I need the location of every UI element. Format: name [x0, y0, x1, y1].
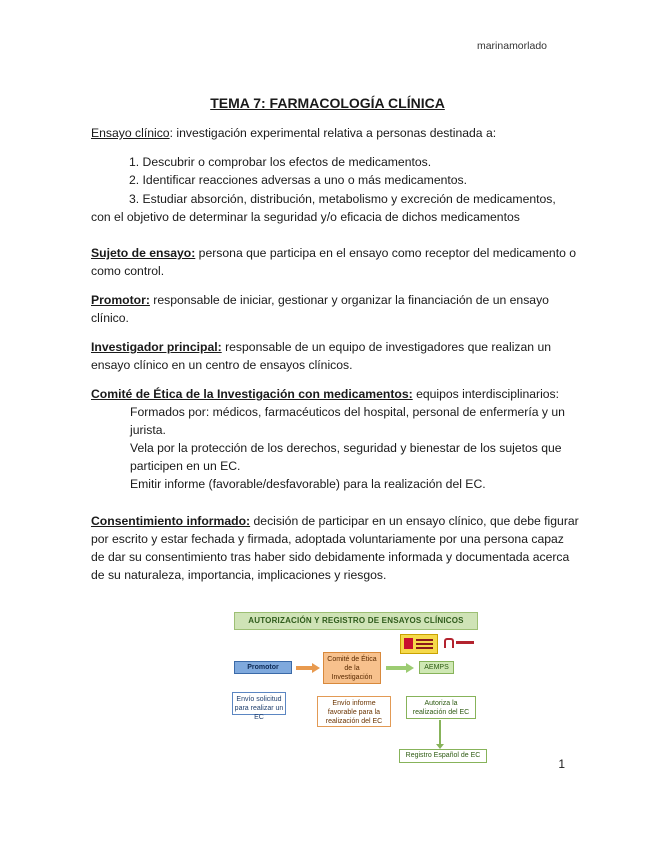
consentimiento-line: por escrito y estar fechada y firmada, adoptada voluntariamente por una persona capaz: [91, 532, 564, 546]
consentimiento-line: de dar su consentimiento tras haber sido debidamente informada y documentada acerca: [91, 550, 570, 564]
promotor-definition: [91, 293, 549, 307]
sujeto-text: persona que participa en el ensayo como receptor del medicamento o: [195, 246, 577, 260]
arrow-icon: [386, 665, 414, 671]
connector-line: [439, 720, 441, 745]
envio-solicitud-box: Envío solicitud para realizar un EC: [232, 692, 286, 715]
ensayo-term: Ensayo clínico: [91, 126, 170, 140]
list-item: 1. Descubrir o comprobar los efectos de medicamentos.: [129, 155, 432, 169]
consentimiento-definition: [91, 514, 579, 528]
ensayos-diagram: [226, 604, 494, 770]
investigador-text-cont: ensayo clínico en un centro de ensayos clínicos.: [91, 358, 353, 372]
aemps-logo: [444, 636, 476, 650]
sujeto-text-cont: como control.: [91, 264, 165, 278]
comite-line: participen en un EC.: [130, 459, 241, 473]
promotor-text: responsable de iniciar, gestionar y organizar la financiación de un ensayo: [149, 293, 549, 307]
registro-box: Registro Español de EC: [399, 749, 487, 763]
comite-line: jurista.: [130, 423, 166, 437]
comite-line: Formados por: médicos, farmacéuticos del hospital, personal de enfermería y un: [130, 405, 565, 419]
consentimiento-term: Consentimiento informado:: [91, 514, 251, 528]
comite-term: Comité de Ética de la Investigación con medicamentos:: [91, 387, 413, 401]
consentimiento-line: de su naturaleza, importancia, implicaciones y riesgos.: [91, 568, 387, 582]
consentimiento-text: decisión de participar en un ensayo clínico, que debe figurar: [250, 514, 579, 528]
sujeto-definition: [91, 246, 576, 260]
sujeto-term: Sujeto de ensayo:: [91, 246, 196, 260]
list-item-continuation: con el objetivo de determinar la seguridad y/o eficacia de dichos medicamentos: [91, 210, 520, 224]
comite-definition: [91, 387, 559, 401]
ensayo-definition: [91, 126, 496, 140]
comite-box: Comité de Ética de la Investigación: [323, 652, 381, 684]
autoriza-box: Autoriza la realización del EC: [406, 696, 476, 719]
comite-line: Vela por la protección de los derechos, seguridad y bienestar de los sujetos que: [130, 441, 562, 455]
ministerio-logo: [400, 634, 438, 654]
list-item: 3. Estudiar absorción, distribución, metabolismo y excreción de medicamentos,: [129, 192, 556, 206]
promotor-text-cont: clínico.: [91, 311, 129, 325]
investigador-text: responsable de un equipo de investigadores que realizan un: [221, 340, 552, 354]
diagram-title: AUTORIZACIÓN Y REGISTRO DE ENSAYOS CLÍNICOS: [234, 612, 478, 630]
author-name: marinamorlado: [476, 40, 547, 52]
page-number: 1: [558, 757, 565, 771]
aemps-box: AEMPS: [419, 661, 454, 674]
investigador-term: Investigador principal:: [91, 340, 222, 354]
promotor-term: Promotor:: [91, 293, 150, 307]
comite-line: Emitir informe (favorable/desfavorable) para la realización del EC.: [130, 477, 486, 491]
ensayo-text: : investigación experimental relativa a personas destinada a:: [169, 126, 497, 140]
list-item: 2. Identificar reacciones adversas a uno o más medicamentos.: [129, 173, 468, 187]
envio-informe-box: Envío informe favorable para la realización del EC: [317, 696, 391, 727]
page-title: TEMA 7: FARMACOLOGÍA CLÍNICA: [210, 95, 445, 111]
comite-text: equipos interdisciplinarios:: [412, 387, 560, 401]
arrow-icon: [296, 665, 320, 671]
investigador-definition: [91, 340, 551, 354]
promotor-box: Promotor: [234, 661, 292, 674]
